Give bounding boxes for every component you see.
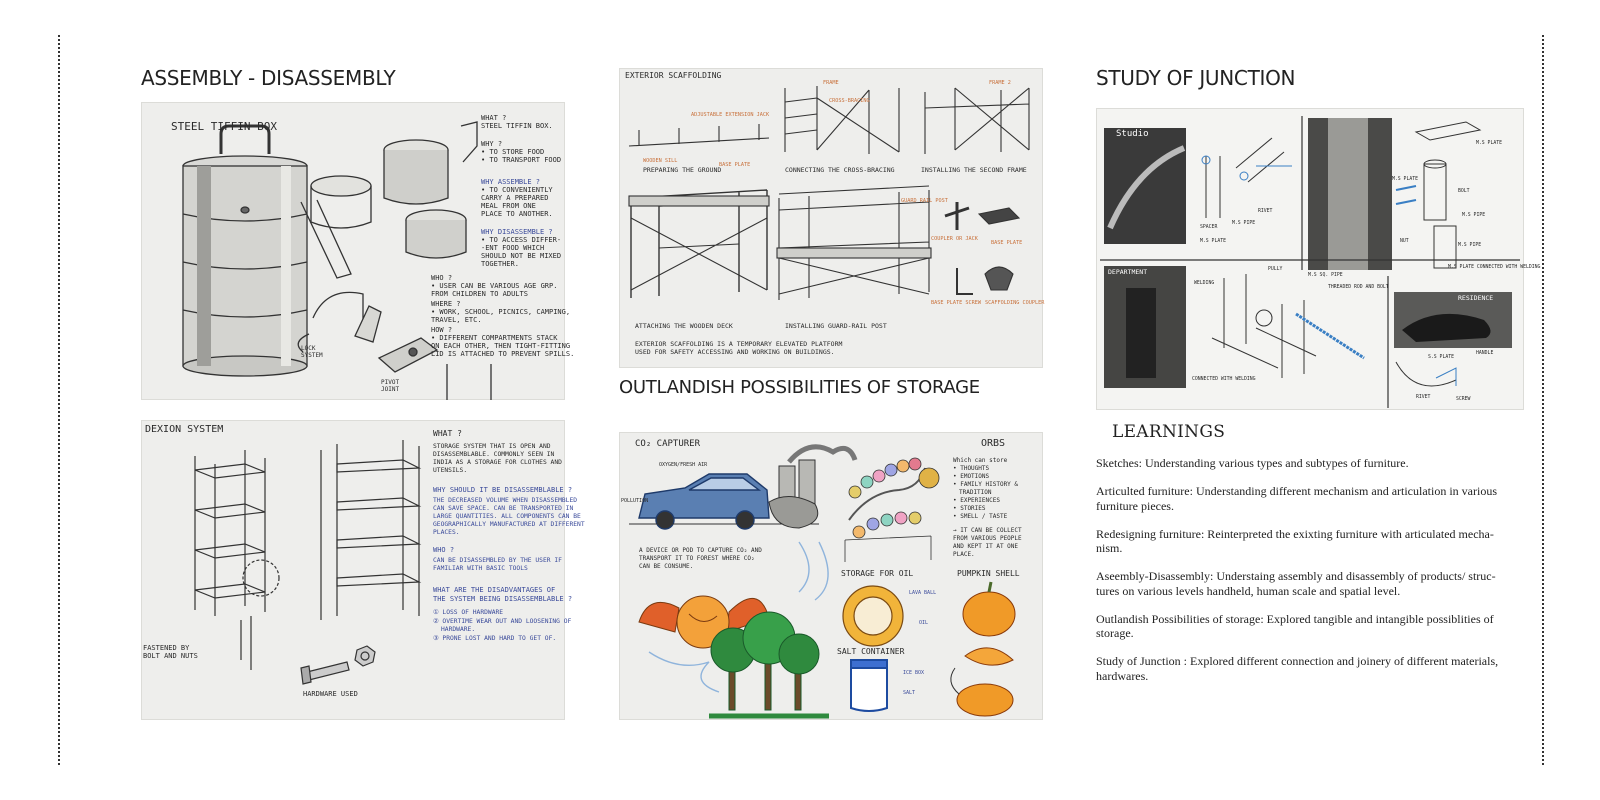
learning-item-sketches: Sketches: Understanding various types and subtypes of furniture. <box>1096 456 1409 470</box>
svg-text:SYSTEM: SYSTEM <box>301 352 323 359</box>
svg-text:EXTERIOR SCAFFOLDING IS A TEMP: EXTERIOR SCAFFOLDING IS A TEMPORARY ELEVATED PLATFORM <box>635 340 843 348</box>
svg-text:① LOSS OF HARDWARE: ① LOSS OF HARDWARE <box>433 609 504 616</box>
svg-text:CONNECTING THE CROSS-BRACING: CONNECTING THE CROSS-BRACING <box>785 166 895 174</box>
svg-text:COUPLER OR JACK: COUPLER OR JACK <box>931 236 978 242</box>
svg-text:CROSS-BRACING: CROSS-BRACING <box>829 98 870 104</box>
svg-text:INDIA AS A STORAGE FOR CLOTHES: INDIA AS A STORAGE FOR CLOTHES AND <box>433 459 562 466</box>
svg-text:FROM VARIOUS PEOPLE: FROM VARIOUS PEOPLE <box>953 535 1022 542</box>
svg-text:UTENSILS.: UTENSILS. <box>433 467 468 474</box>
learning-item-redesigning-furniture: Redesigning furniture: Reinterpreted the exixting furniture with articulated mecha-nism. <box>1096 526 1494 555</box>
svg-text:→ IT CAN BE COLLECT: → IT CAN BE COLLECT <box>953 527 1022 534</box>
left-dotted-guide <box>58 35 60 765</box>
svg-text:LID IS ATTACHED TO PREVENT SPI: LID IS ATTACHED TO PREVENT SPILLS. <box>431 350 575 358</box>
svg-text:• FAMILY HISTORY &: • FAMILY HISTORY & <box>953 481 1019 488</box>
svg-text:AND KEPT IT AT ONE: AND KEPT IT AT ONE <box>953 543 1019 550</box>
svg-text:WHERE ?: WHERE ? <box>431 300 461 308</box>
svg-text:THREADED ROD AND BOLT: THREADED ROD AND BOLT <box>1328 285 1389 290</box>
learning-item-study-of-junction: Study of Junction : Explored different connection and joinery of different materials, hardwares. <box>1096 654 1499 683</box>
svg-text:USED FOR SAFETY ACCESSING AND: USED FOR SAFETY ACCESSING AND WORKING ON BUILDINGS. <box>635 348 835 356</box>
svg-text:WHO ?: WHO ? <box>433 546 455 554</box>
svg-text:M.S SQ. PIPE: M.S SQ. PIPE <box>1308 273 1343 278</box>
svg-text:M.S PLATE CONNECTED WITH WELDI: M.S PLATE CONNECTED WITH WELDING <box>1448 265 1541 270</box>
right-dotted-guide <box>1542 35 1544 765</box>
svg-text:• TO CONVENIENTLY: • TO CONVENIENTLY <box>481 186 553 194</box>
svg-text:WHY DISASSEMBLE ?: WHY DISASSEMBLE ? <box>481 228 553 236</box>
svg-text:WHY ASSEMBLE ?: WHY ASSEMBLE ? <box>481 178 541 186</box>
learning-item-articulated-furniture: Articulted furniture: Understanding different mechanism and articulation in various furniture pieces. <box>1096 484 1497 513</box>
svg-text:INSTALLING THE SECOND FRAME: INSTALLING THE SECOND FRAME <box>921 166 1027 174</box>
svg-text:WHY ?: WHY ? <box>481 140 503 148</box>
svg-text:FRAME 2: FRAME 2 <box>989 80 1011 86</box>
svg-text:STEEL TIFFIN BOX.: STEEL TIFFIN BOX. <box>481 122 553 130</box>
learnings-title: LEARNINGS <box>1112 422 1226 442</box>
exterior-scaffolding-sketch <box>619 68 1043 368</box>
svg-text:• STORIES: • STORIES <box>953 505 986 512</box>
svg-text:NUT: NUT <box>1400 239 1409 244</box>
svg-text:ICE BOX: ICE BOX <box>903 670 925 676</box>
svg-text:CONNECTED WITH WELDING: CONNECTED WITH WELDING <box>1192 377 1256 382</box>
svg-text:-ENT FOOD WHICH: -ENT FOOD WHICH <box>481 244 545 252</box>
svg-text:PUMPKIN SHELL: PUMPKIN SHELL <box>957 569 1020 578</box>
svg-text:• WORK, SCHOOL, PICNICS, CAMPI: • WORK, SCHOOL, PICNICS, CAMPING, <box>431 308 571 316</box>
studio-photo <box>1104 128 1186 244</box>
svg-text:HANDLE: HANDLE <box>1476 351 1494 356</box>
svg-text:RIVET: RIVET <box>1258 209 1273 214</box>
svg-text:HARDWARE USED: HARDWARE USED <box>303 690 358 698</box>
svg-text:M.S PLATE: M.S PLATE <box>1392 177 1418 182</box>
svg-text:• THOUGHTS: • THOUGHTS <box>953 465 990 472</box>
svg-text:CAN SAVE SPACE. CAN BE TRANSPO: CAN SAVE SPACE. CAN BE TRANSPORTED IN <box>433 505 574 512</box>
svg-text:BASE PLATE: BASE PLATE <box>719 162 751 168</box>
svg-text:INSTALLING GUARD-RAIL POST: INSTALLING GUARD-RAIL POST <box>785 322 887 330</box>
svg-text:CAN BE DISASSEMBLED BY THE USE: CAN BE DISASSEMBLED BY THE USER IF <box>433 557 562 564</box>
svg-text:LAVA BALL: LAVA BALL <box>909 590 937 596</box>
svg-text:STORAGE SYSTEM THAT IS OPEN AN: STORAGE SYSTEM THAT IS OPEN AND <box>433 443 551 450</box>
svg-text:HARDWARE.: HARDWARE. <box>441 626 476 633</box>
svg-text:• EMOTIONS: • EMOTIONS <box>953 473 990 480</box>
svg-text:OXYGEN/FRESH AIR: OXYGEN/FRESH AIR <box>659 462 708 468</box>
svg-text:CO₂ CAPTURER: CO₂ CAPTURER <box>635 439 701 449</box>
svg-text:PREPARING THE GROUND: PREPARING THE GROUND <box>643 166 722 174</box>
svg-text:• TO TRANSPORT FOOD: • TO TRANSPORT FOOD <box>481 156 562 164</box>
study-of-junction-sketch <box>1096 108 1541 410</box>
svg-text:M.S PIPE: M.S PIPE <box>1232 221 1256 226</box>
learning-item-assembly-disassembly: Aseembly-Disassembly: Understaing assembly and disassembly of products/ struc-tures on various levels handheld, human scale and spatial level. <box>1096 569 1496 598</box>
svg-text:WOODEN SILL: WOODEN SILL <box>643 158 678 164</box>
svg-text:A DEVICE OR POD TO CAPTURE CO₂: A DEVICE OR POD TO CAPTURE CO₂ AND <box>639 547 762 554</box>
heading-assembly-disassembly: ASSEMBLY - DISASSEMBLY <box>141 66 396 90</box>
svg-text:BASE PLATE SCREW: BASE PLATE SCREW <box>931 300 981 306</box>
svg-text:M.S PLATE: M.S PLATE <box>1200 239 1226 244</box>
svg-text:LARGE QUANTITIES. ALL COMPONEN: LARGE QUANTITIES. ALL COMPONENTS CAN BE <box>433 513 581 520</box>
svg-text:WELDING: WELDING <box>1194 281 1215 286</box>
heading-outlandish-storage: OUTLANDISH POSSIBILITIES OF STORAGE <box>619 377 980 398</box>
svg-text:DEXION SYSTEM: DEXION SYSTEM <box>145 424 224 435</box>
svg-text:PLACES.: PLACES. <box>433 529 460 536</box>
svg-text:ON EACH OTHER, THEN TIGHT-FITT: ON EACH OTHER, THEN TIGHT-FITTING <box>431 342 571 350</box>
svg-text:PLACE TO ANOTHER.: PLACE TO ANOTHER. <box>481 210 553 218</box>
svg-text:WHAT ?: WHAT ? <box>481 114 507 122</box>
svg-text:HOW ?: HOW ? <box>431 326 453 334</box>
svg-text:• DIFFERENT COMPARTMENTS STACK: • DIFFERENT COMPARTMENTS STACK <box>431 334 558 342</box>
svg-text:STORAGE FOR OIL: STORAGE FOR OIL <box>841 569 914 578</box>
svg-text:SALT CONTAINER: SALT CONTAINER <box>837 647 905 656</box>
svg-text:ORBS: ORBS <box>981 438 1006 449</box>
svg-text:• EXPERIENCES: • EXPERIENCES <box>953 497 1000 504</box>
svg-text:CARRY A PREPARED: CARRY A PREPARED <box>481 194 549 202</box>
svg-text:RIVET: RIVET <box>1416 395 1431 400</box>
svg-text:OIL: OIL <box>919 620 929 626</box>
svg-text:BOLT AND NUTS: BOLT AND NUTS <box>143 652 198 660</box>
svg-text:WHAT ARE THE DISADVANTAGES OF: WHAT ARE THE DISADVANTAGES OF <box>433 586 556 594</box>
svg-text:PIVOT: PIVOT <box>381 379 400 386</box>
svg-text:WHAT ?: WHAT ? <box>433 429 462 438</box>
svg-text:FROM CHILDREN TO ADULTS: FROM CHILDREN TO ADULTS <box>431 290 528 298</box>
svg-text:THE SYSTEM BEING DISASSEMBLABL: THE SYSTEM BEING DISASSEMBLABLE ? <box>433 595 573 603</box>
svg-text:JOINT: JOINT <box>381 386 400 393</box>
svg-text:PLACE.: PLACE. <box>953 551 975 558</box>
svg-text:SALT: SALT <box>903 690 916 696</box>
svg-text:RESIDENCE: RESIDENCE <box>1458 294 1494 302</box>
svg-text:TOGETHER.: TOGETHER. <box>481 260 519 268</box>
svg-text:BASE PLATE: BASE PLATE <box>991 240 1023 246</box>
svg-text:CAN BE CONSUME.: CAN BE CONSUME. <box>639 563 694 570</box>
svg-text:SPACER: SPACER <box>1200 225 1218 230</box>
svg-text:WHY SHOULD IT BE DISASSEMBLABL: WHY SHOULD IT BE DISASSEMBLABLE ? <box>433 486 573 494</box>
heading-study-of-junction: STUDY OF JUNCTION <box>1096 66 1296 90</box>
svg-text:M.S PLATE: M.S PLATE <box>1476 141 1502 146</box>
svg-text:FASTENED BY: FASTENED BY <box>143 644 190 652</box>
svg-text:GEOGRAPHICALLY MANUFACTURED AT: GEOGRAPHICALLY MANUFACTURED AT DIFFERENT <box>433 521 585 528</box>
tiffin-title: STEEL TIFFIN BOX <box>171 120 277 133</box>
svg-text:SCAFFOLDING COUPLER: SCAFFOLDING COUPLER <box>985 300 1045 306</box>
dexion-system-sketch <box>141 420 585 720</box>
tiffin-box-sketch <box>141 102 575 400</box>
svg-text:LOCK: LOCK <box>301 345 316 352</box>
svg-text:GUARD RAIL POST: GUARD RAIL POST <box>901 198 948 204</box>
svg-text:Studio: Studio <box>1116 129 1149 139</box>
svg-text:FRAME: FRAME <box>823 80 839 86</box>
svg-text:TRAVEL, ETC.: TRAVEL, ETC. <box>431 316 482 324</box>
svg-text:FAMILIAR WITH BASIC TOOLS: FAMILIAR WITH BASIC TOOLS <box>433 565 528 572</box>
svg-text:PULLY: PULLY <box>1268 267 1283 272</box>
svg-text:TRANSPORT IT TO FOREST WHERE C: TRANSPORT IT TO FOREST WHERE CO₂ <box>639 555 755 562</box>
svg-text:EXTERIOR SCAFFOLDING: EXTERIOR SCAFFOLDING <box>625 71 722 80</box>
svg-text:BOLT: BOLT <box>1458 189 1470 194</box>
svg-text:M.S PIPE: M.S PIPE <box>1462 213 1486 218</box>
svg-text:WHO ?: WHO ? <box>431 274 453 282</box>
svg-text:M.S PIPE: M.S PIPE <box>1458 243 1482 248</box>
svg-text:MEAL FROM ONE: MEAL FROM ONE <box>481 202 536 210</box>
svg-text:THE DECREASED VOLUME WHEN DISA: THE DECREASED VOLUME WHEN DISASSEMBLED <box>433 497 578 504</box>
svg-text:• SMELL / TASTE: • SMELL / TASTE <box>953 513 1008 520</box>
svg-text:SCREW: SCREW <box>1456 397 1471 402</box>
svg-text:ADJUSTABLE EXTENSION JACK: ADJUSTABLE EXTENSION JACK <box>691 112 770 118</box>
svg-text:• USER CAN BE VARIOUS AGE GRP.: • USER CAN BE VARIOUS AGE GRP. <box>431 282 558 290</box>
svg-text:S.S PLATE: S.S PLATE <box>1428 355 1454 360</box>
svg-text:• TO STORE FOOD: • TO STORE FOOD <box>481 148 545 156</box>
svg-text:POLLUTION: POLLUTION <box>621 498 649 504</box>
svg-text:• TO ACCESS DIFFER-: • TO ACCESS DIFFER- <box>481 236 562 244</box>
svg-text:DEPARTMENT: DEPARTMENT <box>1108 268 1148 276</box>
svg-text:③ PRONE LOST AND HARD TO GET O: ③ PRONE LOST AND HARD TO GET OF. <box>433 635 557 642</box>
svg-text:② OVERTIME WEAR OUT AND LOOSEN: ② OVERTIME WEAR OUT AND LOOSENING OF <box>433 618 572 625</box>
learnings-list <box>1096 456 1508 697</box>
svg-text:TRADITION: TRADITION <box>959 489 992 496</box>
svg-text:ATTACHING THE WOODEN DECK: ATTACHING THE WOODEN DECK <box>635 322 733 330</box>
svg-text:Which can store: Which can store <box>953 457 1008 464</box>
outlandish-storage-sketch <box>619 432 1043 720</box>
learning-item-outlandish-storage: Outlandish Possibilities of storage: Explored tangible and intangible possiblities of storage. <box>1096 611 1494 640</box>
svg-text:DISASSEMBLABLE. COMMONLY SEEN: DISASSEMBLABLE. COMMONLY SEEN IN <box>433 451 555 458</box>
svg-text:SHOULD NOT BE MIXED: SHOULD NOT BE MIXED <box>481 252 562 260</box>
